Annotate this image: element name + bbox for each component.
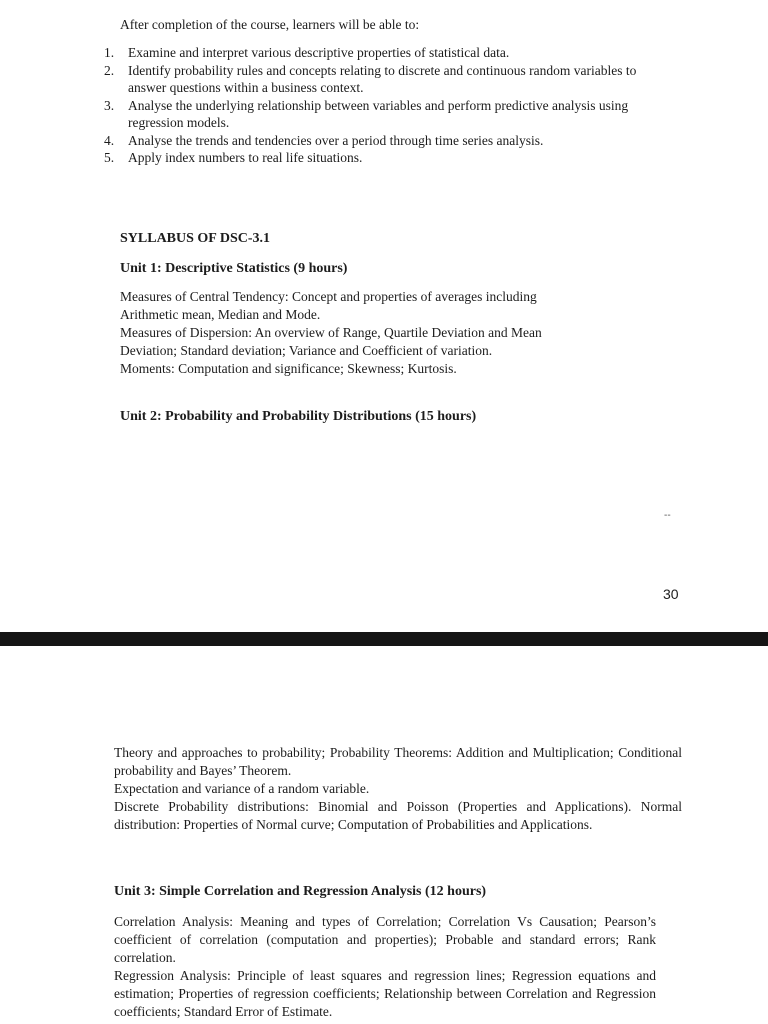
list-text: Apply index numbers to real life situations. bbox=[128, 150, 363, 165]
unit1-line: Moments: Computation and significance; Skewness; Kurtosis. bbox=[120, 361, 457, 376]
list-item bbox=[104, 97, 664, 132]
unit2-paragraph: Theory and approaches to probability; Probability Theorems: Addition and Multiplication; Conditional probability and Bayes’ Theorem. bbox=[114, 745, 682, 778]
list-item bbox=[104, 132, 558, 150]
unit1-heading: Unit 1: Descriptive Statistics (9 hours) bbox=[120, 261, 348, 276]
unit1-content bbox=[120, 288, 640, 378]
margin-mark: -- bbox=[664, 510, 671, 521]
unit2-heading: Unit 2: Probability and Probability Distributions (15 hours) bbox=[120, 409, 477, 424]
list-text: Analyse the underlying relationship between variables and perform predictive analysis using regression models. bbox=[128, 97, 629, 130]
list-text: Analyse the trends and tendencies over a period through time series analysis. bbox=[128, 132, 544, 148]
learning-outcomes-list bbox=[104, 44, 664, 167]
unit3-content bbox=[114, 913, 656, 1021]
list-number: 1. bbox=[104, 45, 115, 60]
page-number: 30 bbox=[663, 586, 679, 602]
unit1-line: Measures of Dispersion: An overview of Range, Quartile Deviation and Mean bbox=[120, 325, 542, 340]
list-item bbox=[104, 149, 664, 167]
unit2-paragraph: Discrete Probability distributions: Binomial and Poisson (Properties and Applications). Normal distribution: Properties of Normal curve; Computation of Probabilities and Applications. bbox=[114, 799, 682, 832]
list-number: 5. bbox=[104, 150, 115, 165]
unit3-paragraph: Regression Analysis: Principle of least squares and regression lines; Regression equations and estimation; Properties of regression coefficients; Relationship between Correlation and Regression coefficients; Standard Error of Estimate. bbox=[114, 968, 656, 1019]
unit3-paragraph: Correlation Analysis: Meaning and types of Correlation; Correlation Vs Causation; Pearson’s coefficient of correlation (computation and properties); Probable and standard errors; Rank correlation. bbox=[114, 914, 656, 965]
list-text: Identify probability rules and concepts relating to discrete and continuous random variables to answer questions within a business context. bbox=[128, 62, 637, 95]
unit3-heading: Unit 3: Simple Correlation and Regression Analysis (12 hours) bbox=[114, 884, 487, 899]
list-item bbox=[104, 62, 664, 97]
outcomes-intro: After completion of the course, learners will be able to: bbox=[120, 17, 420, 32]
unit1-line: Measures of Central Tendency: Concept and properties of averages including bbox=[120, 289, 537, 304]
unit1-line: Arithmetic mean, Median and Mode. bbox=[120, 307, 321, 322]
unit2-paragraph: Expectation and variance of a random variable. bbox=[114, 781, 370, 796]
list-number: 2. bbox=[104, 62, 115, 78]
list-text: Examine and interpret various descriptive properties of statistical data. bbox=[128, 45, 510, 60]
page-divider bbox=[0, 632, 768, 646]
syllabus-title: SYLLABUS OF DSC-3.1 bbox=[120, 231, 271, 246]
list-number: 3. bbox=[104, 97, 115, 113]
unit1-line: Deviation; Standard deviation; Variance and Coefficient of variation. bbox=[120, 343, 493, 358]
list-item bbox=[104, 44, 664, 62]
list-number: 4. bbox=[104, 132, 115, 148]
unit2-content bbox=[114, 744, 682, 834]
